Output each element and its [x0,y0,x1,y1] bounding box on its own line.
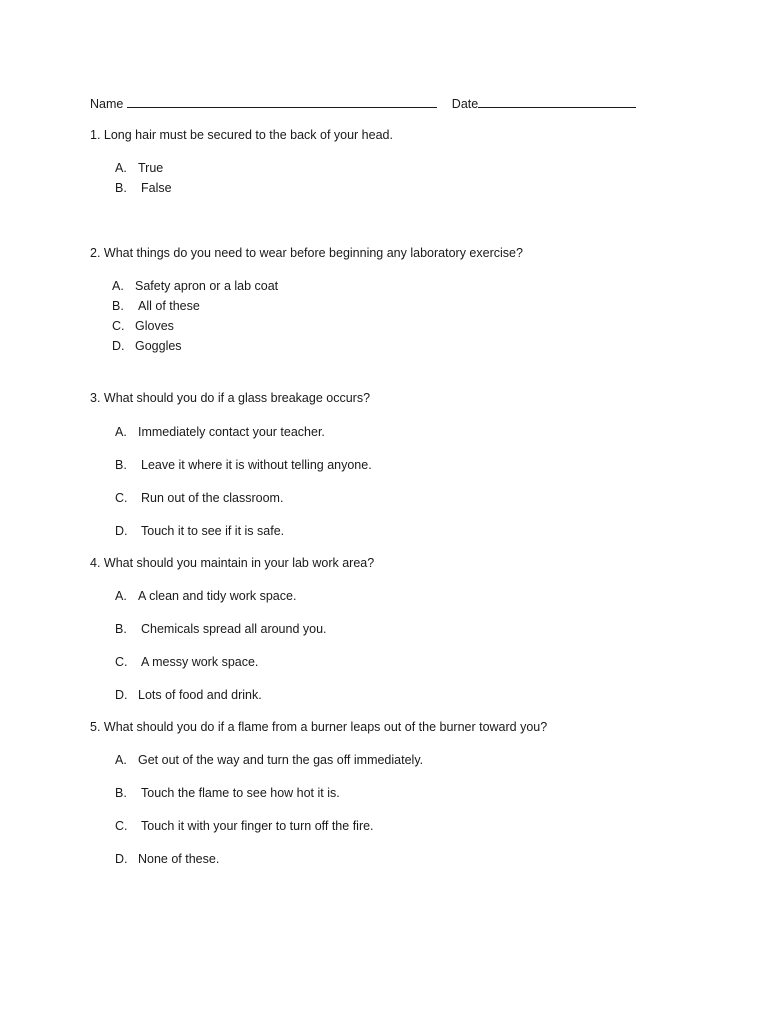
question-4-option-d[interactable] [115,687,262,703]
date-label: Date [451,97,479,111]
question-2-option-d[interactable] [112,338,182,354]
option-text: False [141,181,172,195]
option-text: A messy work space. [141,655,259,669]
question-2-option-a[interactable] [112,278,278,294]
question-3-option-a[interactable] [115,424,325,440]
option-letter: C. [115,819,128,833]
question-3-option-b[interactable] [115,457,372,473]
option-letter: B. [112,299,124,313]
option-text: Safety apron or a lab coat [135,279,279,293]
option-text: Goggles [135,339,182,353]
question-5-option-a[interactable] [115,752,423,768]
option-letter: D. [115,688,128,702]
option-letter: B. [115,786,127,800]
name-blank-line[interactable] [127,94,437,108]
option-letter: B. [115,622,127,636]
option-letter: A. [112,279,124,293]
option-text: Touch it with your finger to turn off the fire. [141,819,374,833]
option-letter: D. [115,524,128,538]
question-5-text: 5. What should you do if a flame from a burner leaps out of the burner toward you? [90,720,548,734]
question-4-text: 4. What should you maintain in your lab work area? [90,556,375,570]
option-letter: C. [112,319,125,333]
option-letter: A. [115,589,127,603]
option-text: Run out of the classroom. [141,491,284,505]
option-letter: D. [112,339,125,353]
option-text: Get out of the way and turn the gas off immediately. [138,753,424,767]
name-date-header [90,94,636,112]
question-4-option-a[interactable] [115,588,296,604]
option-letter: A. [115,753,127,767]
question-3-option-d[interactable] [115,523,284,539]
question-2-option-c[interactable] [112,318,174,334]
option-text: Touch the flame to see how hot it is. [141,786,340,800]
option-text: None of these. [138,852,220,866]
question-5-option-c[interactable] [115,818,374,834]
question-1-text: 1. Long hair must be secured to the back of your head. [90,128,393,142]
option-text: Leave it where it is without telling anyone. [141,458,372,472]
question-1-option-a[interactable] [115,160,163,176]
option-text: Chemicals spread all around you. [141,622,327,636]
option-letter: A. [115,425,127,439]
option-letter: B. [115,181,127,195]
option-letter: A. [115,161,127,175]
question-5-option-b[interactable] [115,785,340,801]
option-letter: B. [115,458,127,472]
option-text: A clean and tidy work space. [138,589,297,603]
question-2-option-b[interactable] [112,298,200,314]
name-label: Name [90,97,124,111]
option-text: True [138,161,164,175]
option-text: Gloves [135,319,174,333]
question-4-option-b[interactable] [115,621,327,637]
question-1-option-b[interactable] [115,180,172,196]
option-text: Lots of food and drink. [138,688,262,702]
option-letter: C. [115,655,128,669]
question-3-option-c[interactable] [115,490,283,506]
question-4-option-c[interactable] [115,654,258,670]
date-blank-line[interactable] [478,94,636,108]
question-3-text: 3. What should you do if a glass breakage occurs? [90,391,371,405]
question-5-option-d[interactable] [115,851,219,867]
option-text: Immediately contact your teacher. [138,425,325,439]
option-text: All of these [138,299,200,313]
option-letter: C. [115,491,128,505]
option-text: Touch it to see if it is safe. [141,524,285,538]
question-2-text: 2. What things do you need to wear before beginning any laboratory exercise? [90,246,523,260]
option-letter: D. [115,852,128,866]
